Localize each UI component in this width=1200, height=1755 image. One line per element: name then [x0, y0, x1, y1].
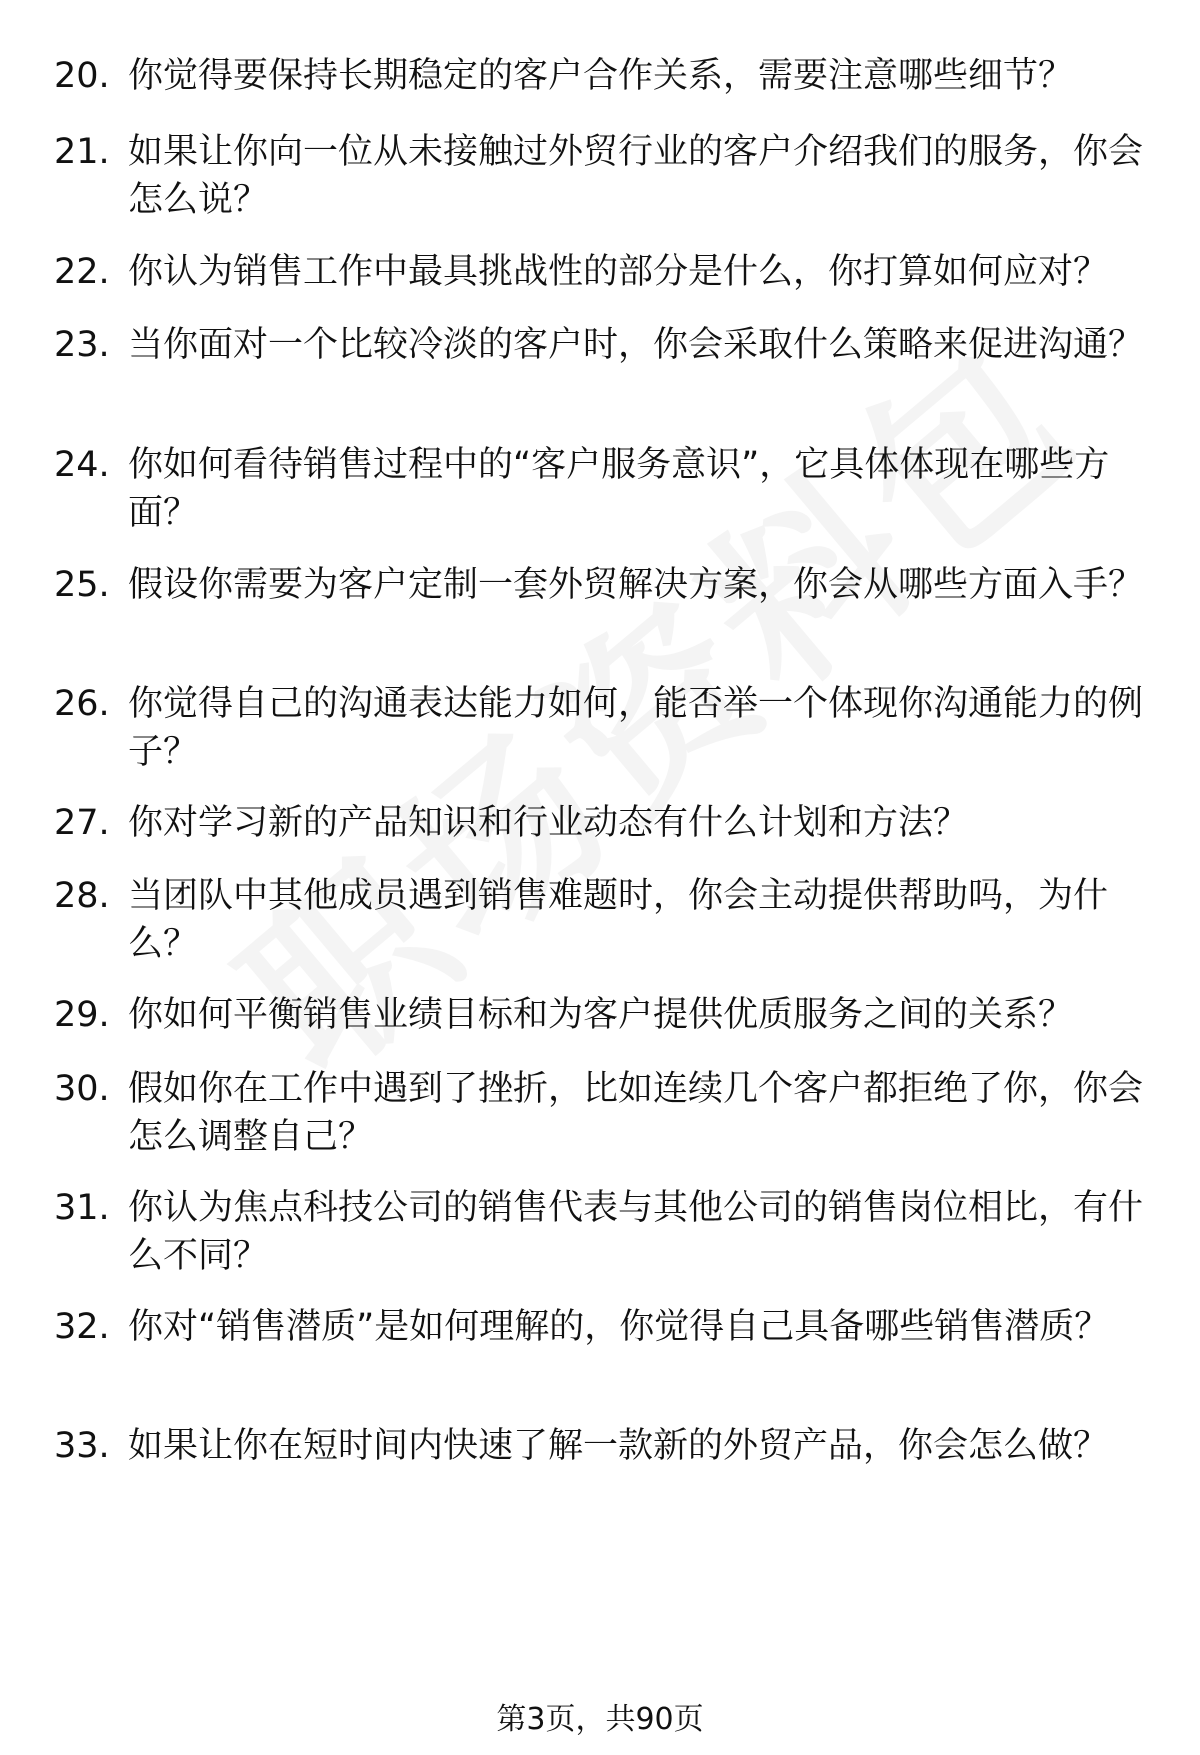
question-text: 你如何看待销售过程中的“客户服务意识”，它具体体现在哪些方面？	[128, 445, 1110, 533]
question-item	[54, 441, 1144, 537]
question-item	[54, 799, 1144, 847]
question-text: 你如何平衡销售业绩目标和为客户提供优质服务之间的关系？	[128, 995, 1074, 1035]
question-text: 当你面对一个比较冷淡的客户时，你会采取什么策略来促进沟通？	[128, 325, 1144, 365]
question-item	[54, 1065, 1144, 1161]
question-number: 33.	[54, 1426, 110, 1466]
question-number: 23.	[54, 325, 110, 365]
question-number: 27.	[54, 803, 110, 843]
question-number: 32.	[54, 1307, 110, 1347]
question-item	[54, 561, 1144, 609]
question-number: 24.	[54, 445, 110, 485]
question-text: 你认为销售工作中最具挑战性的部分是什么，你打算如何应对？	[128, 252, 1109, 292]
question-number: 25.	[54, 565, 110, 605]
page-footer: 第3页，共90页	[496, 1702, 704, 1737]
question-text: 假设你需要为客户定制一套外贸解决方案，你会从哪些方面入手？	[128, 565, 1144, 605]
question-number: 26.	[54, 684, 110, 724]
question-item	[54, 680, 1144, 776]
question-text: 假如你在工作中遇到了挫折，比如连续几个客户都拒绝了你，你会怎么调整自己？	[128, 1069, 1144, 1157]
question-text: 你对“销售潜质”是如何理解的，你觉得自己具备哪些销售潜质？	[128, 1307, 1110, 1347]
question-text: 当团队中其他成员遇到销售难题时，你会主动提供帮助吗，为什么？	[128, 876, 1109, 964]
question-item	[54, 128, 1144, 224]
question-number: 31.	[54, 1188, 110, 1228]
question-text: 你认为焦点科技公司的销售代表与其他公司的销售岗位相比，有什么不同？	[128, 1188, 1144, 1276]
question-text: 如果让你向一位从未接触过外贸行业的客户介绍我们的服务，你会怎么说？	[128, 132, 1144, 220]
question-number: 20.	[54, 56, 110, 96]
question-text: 你对学习新的产品知识和行业动态有什么计划和方法？	[128, 803, 969, 843]
question-item	[54, 1422, 1144, 1470]
question-number: 30.	[54, 1069, 110, 1109]
question-item	[54, 52, 1144, 100]
question-item	[54, 991, 1144, 1039]
question-number: 22.	[54, 252, 110, 292]
question-number: 21.	[54, 132, 110, 172]
question-item	[54, 872, 1144, 968]
question-item	[54, 248, 1144, 296]
question-number: 28.	[54, 876, 110, 916]
question-item	[54, 321, 1144, 369]
question-item	[54, 1303, 1144, 1351]
question-text: 你觉得自己的沟通表达能力如何，能否举一个体现你沟通能力的例子？	[128, 684, 1144, 772]
question-number: 29.	[54, 995, 110, 1035]
question-item	[54, 1184, 1144, 1280]
question-text: 你觉得要保持长期稳定的客户合作关系，需要注意哪些细节？	[128, 56, 1074, 96]
question-text: 如果让你在短时间内快速了解一款新的外贸产品，你会怎么做？	[128, 1426, 1109, 1466]
